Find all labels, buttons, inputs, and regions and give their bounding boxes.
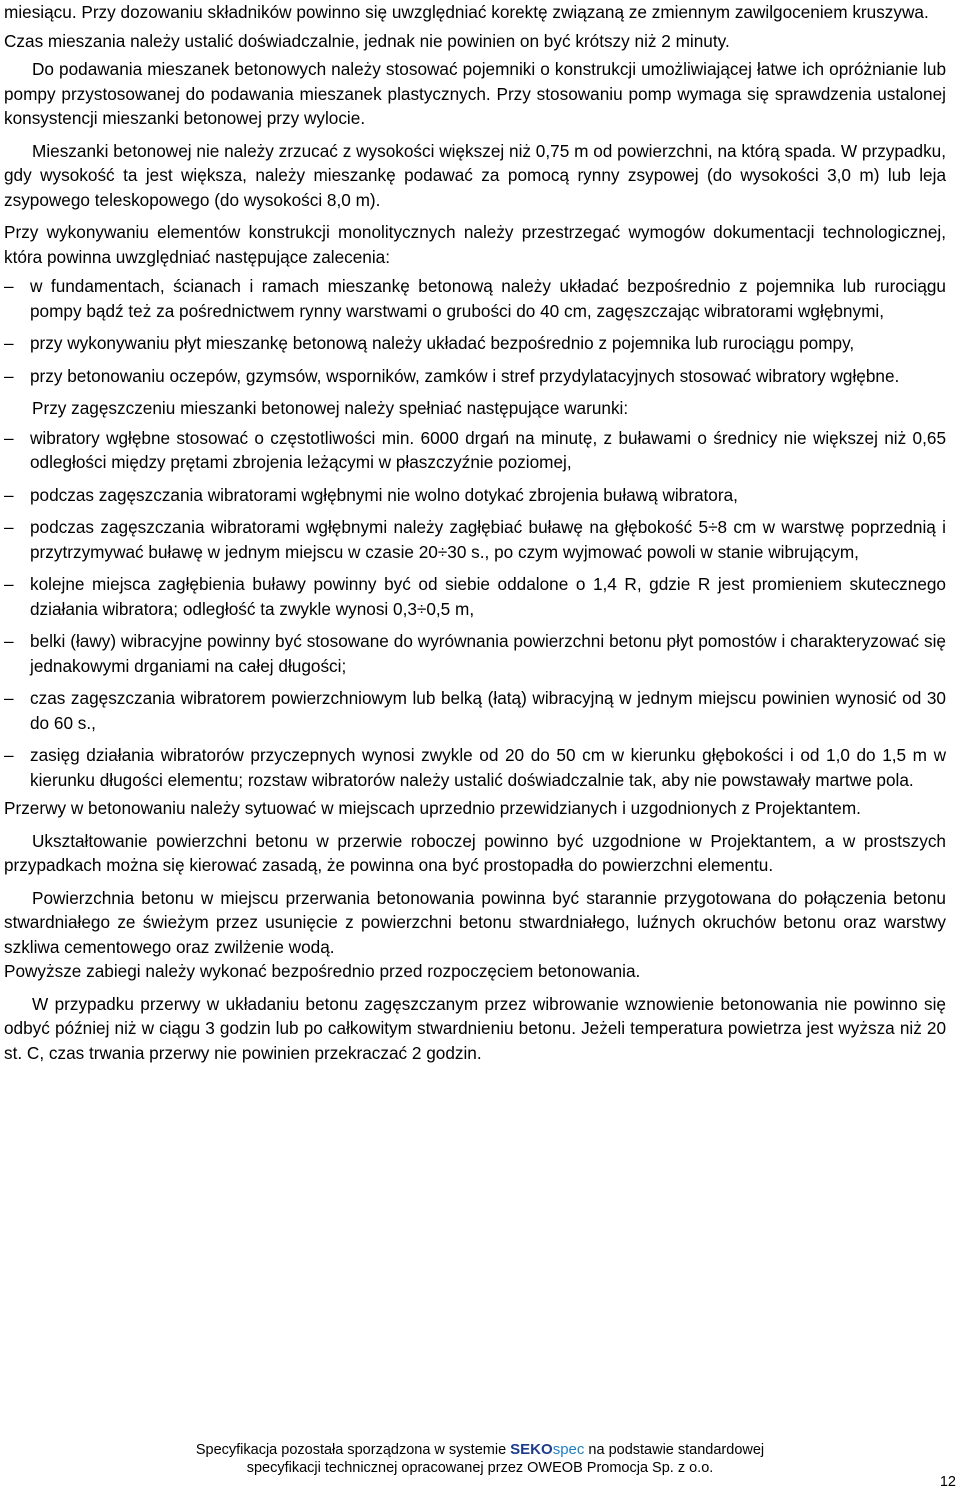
paragraph: Mieszanki betonowej nie należy zrzucać z wysokości większej niż 0,75 m od powierzchni, na którą spada. W przypadku, gdy wysokość ta jest większa, należy mieszankę podawać za pomocą rynny zsypowej (do wysokości 3,0 m) lub leja zsypowego teleskopowego (do wysokości 8,0 m). bbox=[4, 140, 946, 210]
paragraph: Powyższe zabiegi należy wykonać bezpośrednio przed rozpoczęciem betonowania. bbox=[4, 961, 641, 981]
list-item: – przy wykonywaniu płyt mieszankę betonową należy układać bezpośrednio z pojemnika lub rurociągu pompy, bbox=[4, 333, 855, 353]
list-item: – w fundamentach, ścianach i ramach mieszankę betonową należy układać bezpośrednio z pojemnika lub rurociągu pompy bądź też za pośrednictwem rynny warstwami o grubości do 40 cm, zagęszczając wibratorami wgłębnymi, bbox=[4, 276, 946, 321]
recommendations-list bbox=[4, 274, 946, 388]
list-item: – podczas zagęszczania wibratorami wgłębnymi należy zagłębiać buławę na głębokość 5÷8 cm w warstwę poprzednią i przytrzymywać buławę w jednym miejscu w czasie 20÷30 s., po czym wyjmować powoli w stanie wibrującym, bbox=[4, 517, 946, 562]
list-item: – podczas zagęszczania wibratorami wgłębnymi nie wolno dotykać zbrojenia buławą wibratora, bbox=[4, 484, 738, 505]
footer-line-1: Specyfikacja pozostała sporządzona w systemie SEKOspec na podstawie standardowej bbox=[195, 1441, 765, 1458]
paragraph: Przy zagęszczeniu mieszanki betonowej należy spełniać następujące warunki: bbox=[32, 398, 629, 418]
paragraph: miesiącu. Przy dozowaniu składników powinno się uwzględniać korektę związaną ze zmiennym zawilgoceniem kruszywa. bbox=[4, 2, 929, 22]
footer-line-2: specyfikacji technicznej opracowanej przez OWEOB Promocja Sp. z o.o. bbox=[246, 1460, 714, 1476]
list-item: – czas zagęszczania wibratorem powierzchniowym lub belką (łatą) wibracyjną w jednym miejscu powinien wynosić od 30 do 60 s., bbox=[4, 688, 946, 733]
paragraph: Przerwy w betonowaniu należy sytuować w miejscach uprzednio przewidzianych i uzgodnionych z Projektantem. bbox=[4, 798, 861, 818]
paragraph: Powierzchnia betonu w miejscu przerwania betonowania powinna być starannie przygotowana do połączenia betonu stwardniałego ze świeżym przez usunięcie z powierzchni betonu stwardniałego, luźnych okruchów betonu oraz warstwy szkliwa cementowego oraz zwilżenie wodą. bbox=[4, 887, 946, 957]
paragraph: Czas mieszania należy ustalić doświadczalnie, jednak nie powinien on być krótszy niż 2 minuty. bbox=[4, 30, 730, 51]
list-item: – zasięg działania wibratorów przyczepnych wynosi zwykle od 20 do 50 cm w kierunku głębokości i od 1,0 do 1,5 m w kierunku długości elementu; rozstaw wibratorów należy ustalić doświadczalnie tak, aby nie powstawały martwe pola. bbox=[4, 745, 946, 790]
paragraph: Do podawania mieszanek betonowych należy stosować pojemniki o konstrukcji umożliwiającej łatwe ich opróżnianie lub pompy przystosowanej do podawania mieszanek plastycznych. Przy stosowaniu pomp wymaga się sprawdzenia ustalonej konsystencji mieszanki betonowej przy wylocie. bbox=[4, 59, 946, 128]
paragraph: W przypadku przerwy w układaniu betonu zagęszczanym przez wibrowanie wznowienie betonowania nie powinno się odbyć później niż w ciągu 3 godzin lub po całkowitym stwardnieniu betonu. Jeżeli temperatura powietrza jest wyższa niż 20 st. C, czas trwania przerwy nie powinien przekraczać 2 godzin. bbox=[4, 993, 946, 1063]
list-item: – wibratory wgłębne stosować o częstotliwości min. 6000 drgań na minutę, z buławami o średnicy nie większej niż 0,65 odległości między prętami zbrojenia leżącymi w płaszczyźnie poziomej, bbox=[4, 427, 946, 472]
paragraph: Ukształtowanie powierzchni betonu w przerwie roboczej powinno być uzgodnione w Projektantem, a w prostszych przypadkach można się kierować zasadą, że powinna ona być prostopadła do powierzchni elementu. bbox=[4, 830, 946, 875]
paragraph: Przy wykonywaniu elementów konstrukcji monolitycznych należy przestrzegać wymogów dokumentacji technologicznej, która powinna uwzględniać następujące zalecenia: bbox=[4, 222, 946, 267]
list-item: – kolejne miejsca zagłębienia buławy powinny być od siebie oddalone o 1,4 R, gdzie R jest promieniem skutecznego działania wibratora; odległość ta zwykle wynosi 0,3÷0,5 m, bbox=[4, 574, 946, 619]
list-item: – przy betonowaniu oczepów, gzymsów, wsporników, zamków i stref przydylatacyjnych stosować wibratory wgłębne. bbox=[4, 365, 900, 386]
compaction-conditions-list bbox=[4, 426, 946, 793]
list-item: – belki (ławy) wibracyjne powinny być stosowane do wyrównania powierzchni betonu płyt pomostów i charakteryzować się jednakowymi drganiami na całej długości; bbox=[4, 631, 946, 676]
sekospec-logo: SEKOspec bbox=[510, 1441, 585, 1458]
document-page bbox=[4, 0, 946, 1065]
page-footer bbox=[0, 1441, 960, 1477]
page-number: 12 bbox=[939, 1474, 956, 1490]
